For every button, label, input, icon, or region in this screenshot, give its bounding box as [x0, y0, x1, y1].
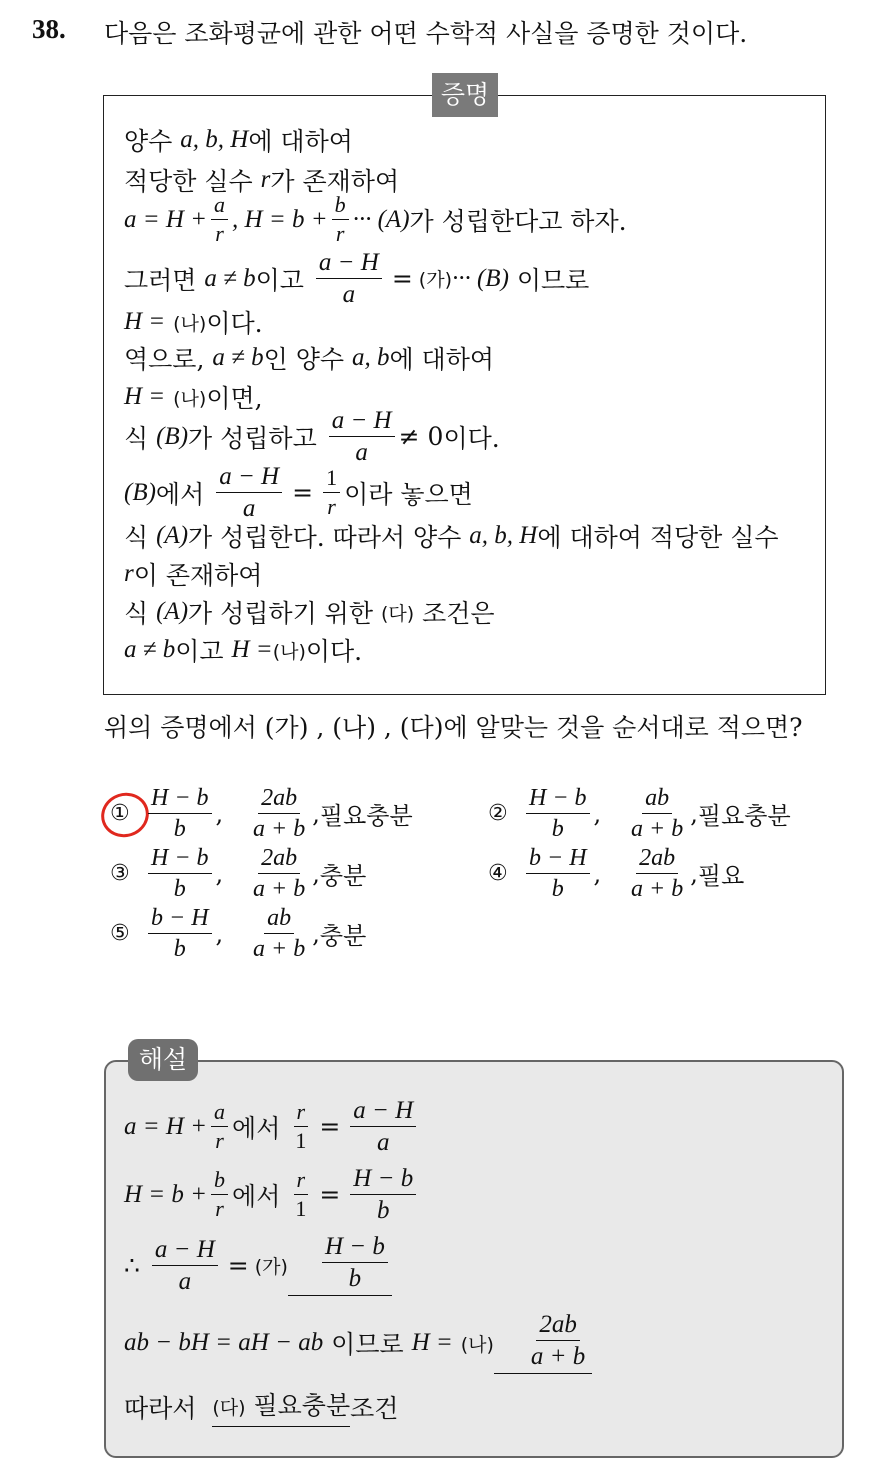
text: 가 존재하여 — [270, 167, 400, 196]
text: 조건은 — [422, 599, 495, 628]
text: 이므로 — [331, 1330, 404, 1359]
proof-line-11 — [124, 556, 262, 592]
text: 이다. — [443, 423, 500, 453]
proof-line-3 — [124, 194, 627, 245]
fraction: $\frac{b - H}{b}$ — [148, 906, 212, 961]
fraction: $\frac{a - H}{a}$ — [216, 464, 282, 521]
blank-na: (나) — [173, 387, 207, 410]
text: 이다. — [305, 637, 363, 666]
fraction: $\frac{a - H}{a}$ — [350, 1098, 416, 1155]
text: 양수 — [124, 127, 173, 156]
condition: a ≠ b — [212, 344, 264, 371]
var: r — [124, 560, 134, 587]
text: 에서 — [232, 1181, 281, 1211]
equals: = — [227, 1250, 249, 1280]
blank-da: (다) — [212, 1397, 246, 1419]
label-B: ··· (B) — [451, 264, 509, 292]
blank-na: (나) — [460, 1333, 494, 1356]
equals: = — [292, 478, 314, 507]
text: 적당한 실수 — [124, 167, 253, 196]
text: 인 양수 — [263, 345, 344, 374]
therefore-symbol: ∴ — [124, 1250, 140, 1280]
choice-number: ① — [110, 801, 130, 826]
choice-3[interactable]: ③ $\frac{H - b}{b}$ , $\frac{2ab}{a + b}$ , 충분 — [110, 845, 367, 902]
ref-A: (A) — [156, 522, 189, 549]
text: 조건 — [350, 1393, 399, 1423]
proof-line-10 — [124, 518, 779, 554]
equals: = — [319, 1180, 341, 1209]
fraction: $\frac{b}{r}$ — [211, 1169, 228, 1220]
proof-line-4 — [124, 250, 589, 307]
blank-na: (나) — [272, 640, 306, 663]
answer-da-underline — [212, 1386, 350, 1427]
fraction: $\frac{1}{r}$ — [323, 467, 340, 518]
choice-2[interactable]: ② $\frac{H - b}{b}$ , $\frac{ab}{a + b}$ , 필요충분 — [488, 785, 791, 842]
solution-line-3 — [124, 1234, 392, 1296]
text: 가 성립한다고 하자. — [409, 206, 627, 236]
blank-ga: (가) — [254, 1255, 288, 1278]
fraction: $\frac{r}{1}$ — [295, 1099, 307, 1153]
equation: a = H + — [124, 205, 208, 233]
ref-A: (A) — [156, 598, 189, 625]
text: 에 대하여 적당한 실수 — [537, 523, 779, 552]
answer-ga-underline — [288, 1234, 392, 1296]
text: 역으로, — [124, 345, 205, 374]
text: 이고 — [255, 265, 304, 295]
choice-word: 충분 — [319, 862, 367, 890]
text: 에 대하여 — [389, 345, 495, 374]
var: r — [260, 166, 271, 193]
fraction: $\frac{H - b}{b}$ — [148, 846, 212, 901]
choice-word: 필요충분 — [697, 802, 791, 830]
choice-word: 충분 — [319, 922, 367, 950]
equation: H = — [411, 1329, 453, 1356]
choice-number: ③ — [110, 861, 130, 886]
text: 식 — [124, 423, 149, 453]
fraction: $\frac{a - H}{a}$ — [152, 1237, 218, 1294]
blank-na: (나) — [173, 312, 207, 335]
text: 이고 — [175, 637, 224, 666]
equation: H = — [124, 383, 166, 410]
text: 에 대하여 — [248, 127, 353, 156]
proof-line-13 — [124, 632, 362, 668]
choice-4[interactable]: ④ $\frac{b - H}{b}$ , $\frac{2ab}{a + b}$ , 필요 — [488, 845, 745, 902]
equals: = — [391, 264, 413, 293]
fraction: $\frac{2ab}{a + b}$ — [253, 845, 306, 902]
fraction: $\frac{H - b}{b}$ — [148, 786, 212, 841]
vars: a, b, H — [180, 126, 249, 153]
text: 이면, — [206, 384, 263, 413]
choice-1[interactable]: ① $\frac{H - b}{b}$ , $\frac{2ab}{a + b}$ , 필요충분 — [110, 785, 413, 842]
ref-B: (B) — [156, 422, 189, 450]
answer-na-underline — [494, 1312, 592, 1374]
choice-number: ⑤ — [110, 921, 130, 946]
text: 가 성립하고 — [188, 423, 317, 453]
fraction: $\frac{a - H}{a}$ — [316, 250, 382, 307]
proof-line-9 — [124, 464, 473, 521]
label-A: ··· (A) — [352, 205, 410, 233]
ref-B: (B) — [124, 478, 156, 506]
question-text: 다음은 조화평균에 관한 어떤 수학적 사실을 증명한 것이다. — [104, 19, 748, 48]
fraction: $\frac{H - b}{b}$ — [350, 1166, 416, 1223]
choice-number: ④ — [488, 861, 508, 886]
choice-number: ② — [488, 801, 508, 826]
equation: a = H + — [124, 1112, 208, 1140]
fraction: $\frac{H - b}{b}$ — [526, 786, 590, 841]
text: 에서 — [232, 1113, 281, 1143]
vars: a, b, H — [469, 522, 538, 549]
text: 이므로 — [516, 265, 590, 295]
fraction: $\frac{b}{r}$ — [332, 194, 349, 245]
blank-da: (다) — [380, 602, 415, 625]
not-zero: ≠ 0 — [398, 422, 444, 451]
choice-word: 필요 — [697, 862, 745, 890]
text: 따라서 — [124, 1393, 197, 1423]
fraction: $\frac{2ab}{a + b}$ — [253, 785, 306, 842]
equals: = — [319, 1112, 341, 1141]
text: 이라 놓으면 — [344, 479, 473, 509]
answer-da: 필요충분 — [253, 1391, 351, 1420]
choice-word: 필요충분 — [319, 802, 413, 830]
fraction: $\frac{H - b}{b}$ — [322, 1234, 388, 1291]
fraction: $\frac{r}{1}$ — [295, 1167, 307, 1221]
equation: H = — [124, 308, 166, 335]
text: 에서 — [155, 479, 205, 509]
fraction: $\frac{a - H}{a}$ — [329, 408, 395, 465]
equation: , H = b + — [232, 205, 328, 233]
proof-line-2 — [124, 162, 399, 198]
choice-5[interactable]: ⑤ $\frac{b - H}{b}$ , $\frac{ab}{a + b}$ , 충분 — [110, 905, 367, 962]
text: 식 — [124, 599, 149, 628]
proof-line-5 — [124, 304, 263, 340]
blank-ga: (가) — [418, 269, 452, 291]
vars: a, b — [351, 344, 390, 371]
fraction: $\frac{b - H}{b}$ — [526, 846, 590, 901]
proof-line-1 — [124, 122, 353, 158]
solution-line-5 — [124, 1386, 398, 1427]
equation: ab − bH = aH − ab — [124, 1329, 324, 1356]
fraction: $\frac{2ab}{a + b}$ — [530, 1311, 586, 1370]
text: 이 존재하여 — [133, 561, 263, 590]
text: 식 — [124, 523, 149, 552]
fraction: $\frac{ab}{a + b}$ — [631, 785, 684, 842]
fraction: $\frac{ab}{a + b}$ — [253, 905, 306, 962]
solution-line-1 — [124, 1098, 420, 1155]
proof-line-12 — [124, 594, 495, 630]
text: 이다. — [206, 309, 263, 338]
solution-line-4 — [124, 1312, 592, 1374]
question-prompt: 위의 증명에서 (가) , (나) , (다)에 알맞는 것을 순서대로 적으면? — [104, 713, 803, 742]
fraction: $\frac{2ab}{a + b}$ — [631, 845, 684, 902]
text: 그러면 — [124, 265, 197, 295]
equation: H = b + — [124, 1180, 208, 1208]
proof-line-8 — [124, 408, 500, 465]
equation: H = — [231, 636, 273, 663]
condition: a ≠ b — [124, 636, 176, 663]
text: 가 성립한다. 따라서 양수 — [188, 523, 462, 552]
proof-line-6 — [124, 340, 494, 376]
solution-line-2 — [124, 1166, 420, 1223]
question-number: 38. — [32, 14, 66, 44]
solution-tag: 해설 — [128, 1039, 198, 1081]
condition: a ≠ b — [204, 264, 256, 292]
fraction: $\frac{a}{r}$ — [211, 1101, 228, 1152]
text: 가 성립하기 위한 — [188, 599, 373, 628]
fraction: $\frac{a}{r}$ — [211, 194, 228, 245]
proof-tag: 증명 — [432, 73, 498, 117]
